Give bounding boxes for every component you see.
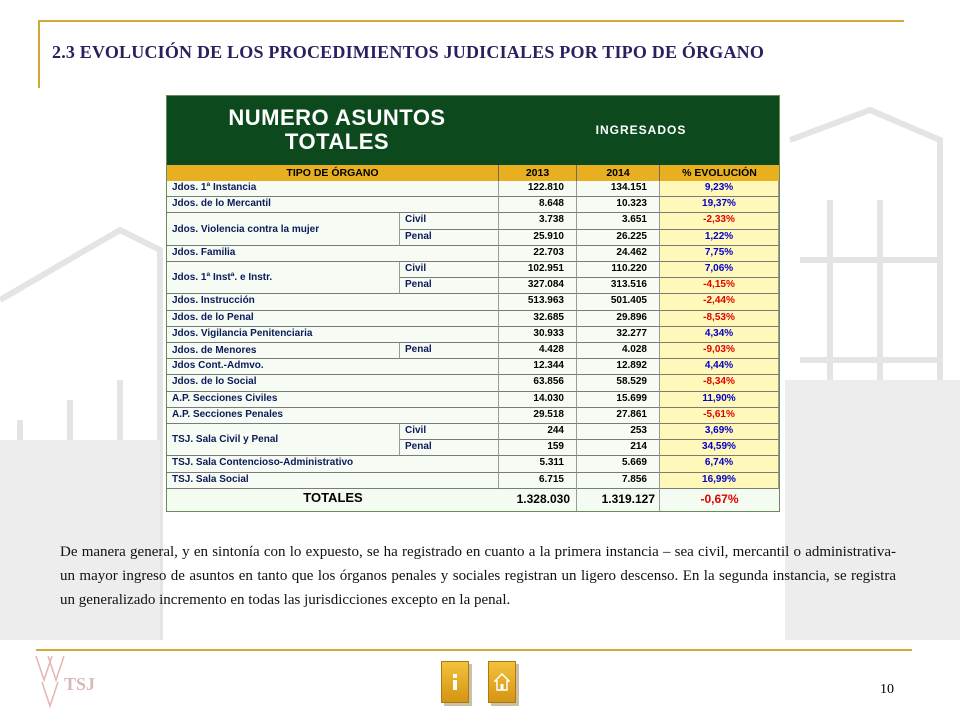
table-title-line1: NUMERO ASUNTOS xyxy=(228,105,446,130)
row-evolucion: -2,44% xyxy=(660,294,779,310)
table-title-line2: TOTALES xyxy=(284,129,390,154)
row-value-2013: 12.344 xyxy=(499,359,577,375)
row-value-2014: 214 xyxy=(577,440,660,456)
row-value-2013: 159 xyxy=(499,440,577,456)
row-value-2013: 4.428 xyxy=(499,343,577,359)
bottom-rule xyxy=(36,649,912,651)
row-value-2014: 110.220 xyxy=(577,262,660,278)
col-header-2013: 2013 xyxy=(499,165,577,181)
row-evolucion: 11,90% xyxy=(660,392,779,408)
col-header-evolucion: % EVOLUCIÓN xyxy=(660,165,779,181)
row-value-2013: 513.963 xyxy=(499,294,577,310)
row-evolucion: 34,59% xyxy=(660,440,779,456)
row-name: TSJ. Sala Social xyxy=(167,473,499,489)
row-value-2014: 29.896 xyxy=(577,311,660,327)
row-value-2014: 58.529 xyxy=(577,375,660,391)
row-value-2013: 122.810 xyxy=(499,181,577,197)
col-header-2014: 2014 xyxy=(577,165,660,181)
row-value-2014: 12.892 xyxy=(577,359,660,375)
col-header-tipo: TIPO DE ÓRGANO xyxy=(167,165,499,181)
row-subtype: Civil xyxy=(400,424,499,440)
row-subtype: Civil xyxy=(400,262,499,278)
row-value-2013: 3.738 xyxy=(499,213,577,229)
row-value-2013: 25.910 xyxy=(499,230,577,246)
table-title xyxy=(167,106,507,154)
row-value-2014: 24.462 xyxy=(577,246,660,262)
totals-2014: 1.319.127 xyxy=(577,488,660,511)
row-value-2014: 27.861 xyxy=(577,408,660,424)
home-button[interactable] xyxy=(488,661,516,703)
row-name: Jdos. de lo Mercantil xyxy=(167,197,499,213)
row-evolucion: 6,74% xyxy=(660,456,779,472)
row-value-2013: 29.518 xyxy=(499,408,577,424)
page-title: 2.3 EVOLUCIÓN DE LOS PROCEDIMIENTOS JUDICIALES POR TIPO DE ÓRGANO xyxy=(52,42,765,62)
row-value-2014: 4.028 xyxy=(577,343,660,359)
tsj-logo xyxy=(34,650,104,710)
row-value-2014: 313.516 xyxy=(577,278,660,294)
row-name: TSJ. Sala Contencioso-Administrativo xyxy=(167,456,499,472)
row-value-2013: 8.648 xyxy=(499,197,577,213)
row-evolucion: -4,15% xyxy=(660,278,779,294)
row-name: Jdos. Violencia contra la mujer xyxy=(167,213,400,245)
row-evolucion: -8,34% xyxy=(660,375,779,391)
row-evolucion: -9,03% xyxy=(660,343,779,359)
totals-evolucion: -0,67% xyxy=(700,492,739,506)
row-name: Jdos. Instrucción xyxy=(167,294,499,310)
row-value-2014: 10.323 xyxy=(577,197,660,213)
row-evolucion: 19,37% xyxy=(660,197,779,213)
row-name: Jdos. de lo Social xyxy=(167,375,499,391)
row-value-2014: 3.651 xyxy=(577,213,660,229)
row-subtype: Civil xyxy=(400,213,499,229)
row-value-2014: 26.225 xyxy=(577,230,660,246)
row-name: Jdos Cont.-Admvo. xyxy=(167,359,499,375)
row-evolucion: -5,61% xyxy=(660,408,779,424)
row-name: Jdos. Familia xyxy=(167,246,499,262)
row-value-2014: 134.151 xyxy=(577,181,660,197)
back-button[interactable] xyxy=(441,661,469,703)
row-value-2013: 32.685 xyxy=(499,311,577,327)
row-subtype: Penal xyxy=(400,343,499,359)
table-subtitle: INGRESADOS xyxy=(595,123,687,137)
body-paragraph: De manera general, y en sintonía con lo expuesto, se ha registrado en cuanto a la primera instancia – sea civil, mercantil o administrativa- un mayor ingreso de asuntos en tanto que los órganos penales y sociales registran un ligero descenso. En la segunda instancia, se registra un generalizado incremento en todas las jurisdicciones excepto en la penal. xyxy=(60,544,896,608)
row-name: A.P. Secciones Civiles xyxy=(167,392,499,408)
row-evolucion: 7,06% xyxy=(660,262,779,278)
row-value-2013: 5.311 xyxy=(499,456,577,472)
row-value-2013: 22.703 xyxy=(499,246,577,262)
row-value-2013: 30.933 xyxy=(499,327,577,343)
row-evolucion: 4,34% xyxy=(660,327,779,343)
row-value-2013: 6.715 xyxy=(499,473,577,489)
row-value-2014: 15.699 xyxy=(577,392,660,408)
row-value-2014: 253 xyxy=(577,424,660,440)
row-evolucion: 7,75% xyxy=(660,246,779,262)
row-evolucion: -8,53% xyxy=(660,311,779,327)
row-name: TSJ. Sala Civil y Penal xyxy=(167,424,400,456)
row-subtype: Penal xyxy=(400,278,499,294)
top-rule xyxy=(40,20,904,22)
row-name: Jdos. Vigilancia Penitenciaria xyxy=(167,327,499,343)
row-name: Jdos. 1ª Instancia xyxy=(167,181,499,197)
row-evolucion: 16,99% xyxy=(660,473,779,489)
row-evolucion: 4,44% xyxy=(660,359,779,375)
logo-text: TSJ xyxy=(64,674,96,694)
row-value-2014: 7.856 xyxy=(577,473,660,489)
totals-label: TOTALES xyxy=(303,490,363,505)
row-evolucion: 3,69% xyxy=(660,424,779,440)
totals-2013: 1.328.030 xyxy=(499,488,577,511)
page-number: 10 xyxy=(880,682,894,697)
row-evolucion: 9,23% xyxy=(660,181,779,197)
info-icon xyxy=(447,673,463,691)
row-value-2014: 32.277 xyxy=(577,327,660,343)
table-header xyxy=(167,96,779,165)
row-value-2013: 63.856 xyxy=(499,375,577,391)
row-value-2013: 244 xyxy=(499,424,577,440)
row-value-2014: 501.405 xyxy=(577,294,660,310)
row-evolucion: 1,22% xyxy=(660,230,779,246)
row-value-2013: 327.084 xyxy=(499,278,577,294)
row-subtype: Penal xyxy=(400,440,499,456)
row-subtype: Penal xyxy=(400,230,499,246)
row-name: Jdos. de lo Penal xyxy=(167,311,499,327)
left-rule xyxy=(38,20,40,88)
row-name: Jdos. de Menores xyxy=(167,343,400,359)
row-name: Jdos. 1ª Instª. e Instr. xyxy=(167,262,400,294)
home-icon xyxy=(494,673,510,691)
row-value-2013: 14.030 xyxy=(499,392,577,408)
row-value-2014: 5.669 xyxy=(577,456,660,472)
row-value-2013: 102.951 xyxy=(499,262,577,278)
row-evolucion: -2,33% xyxy=(660,213,779,229)
data-table xyxy=(166,95,780,512)
row-name: A.P. Secciones Penales xyxy=(167,408,499,424)
